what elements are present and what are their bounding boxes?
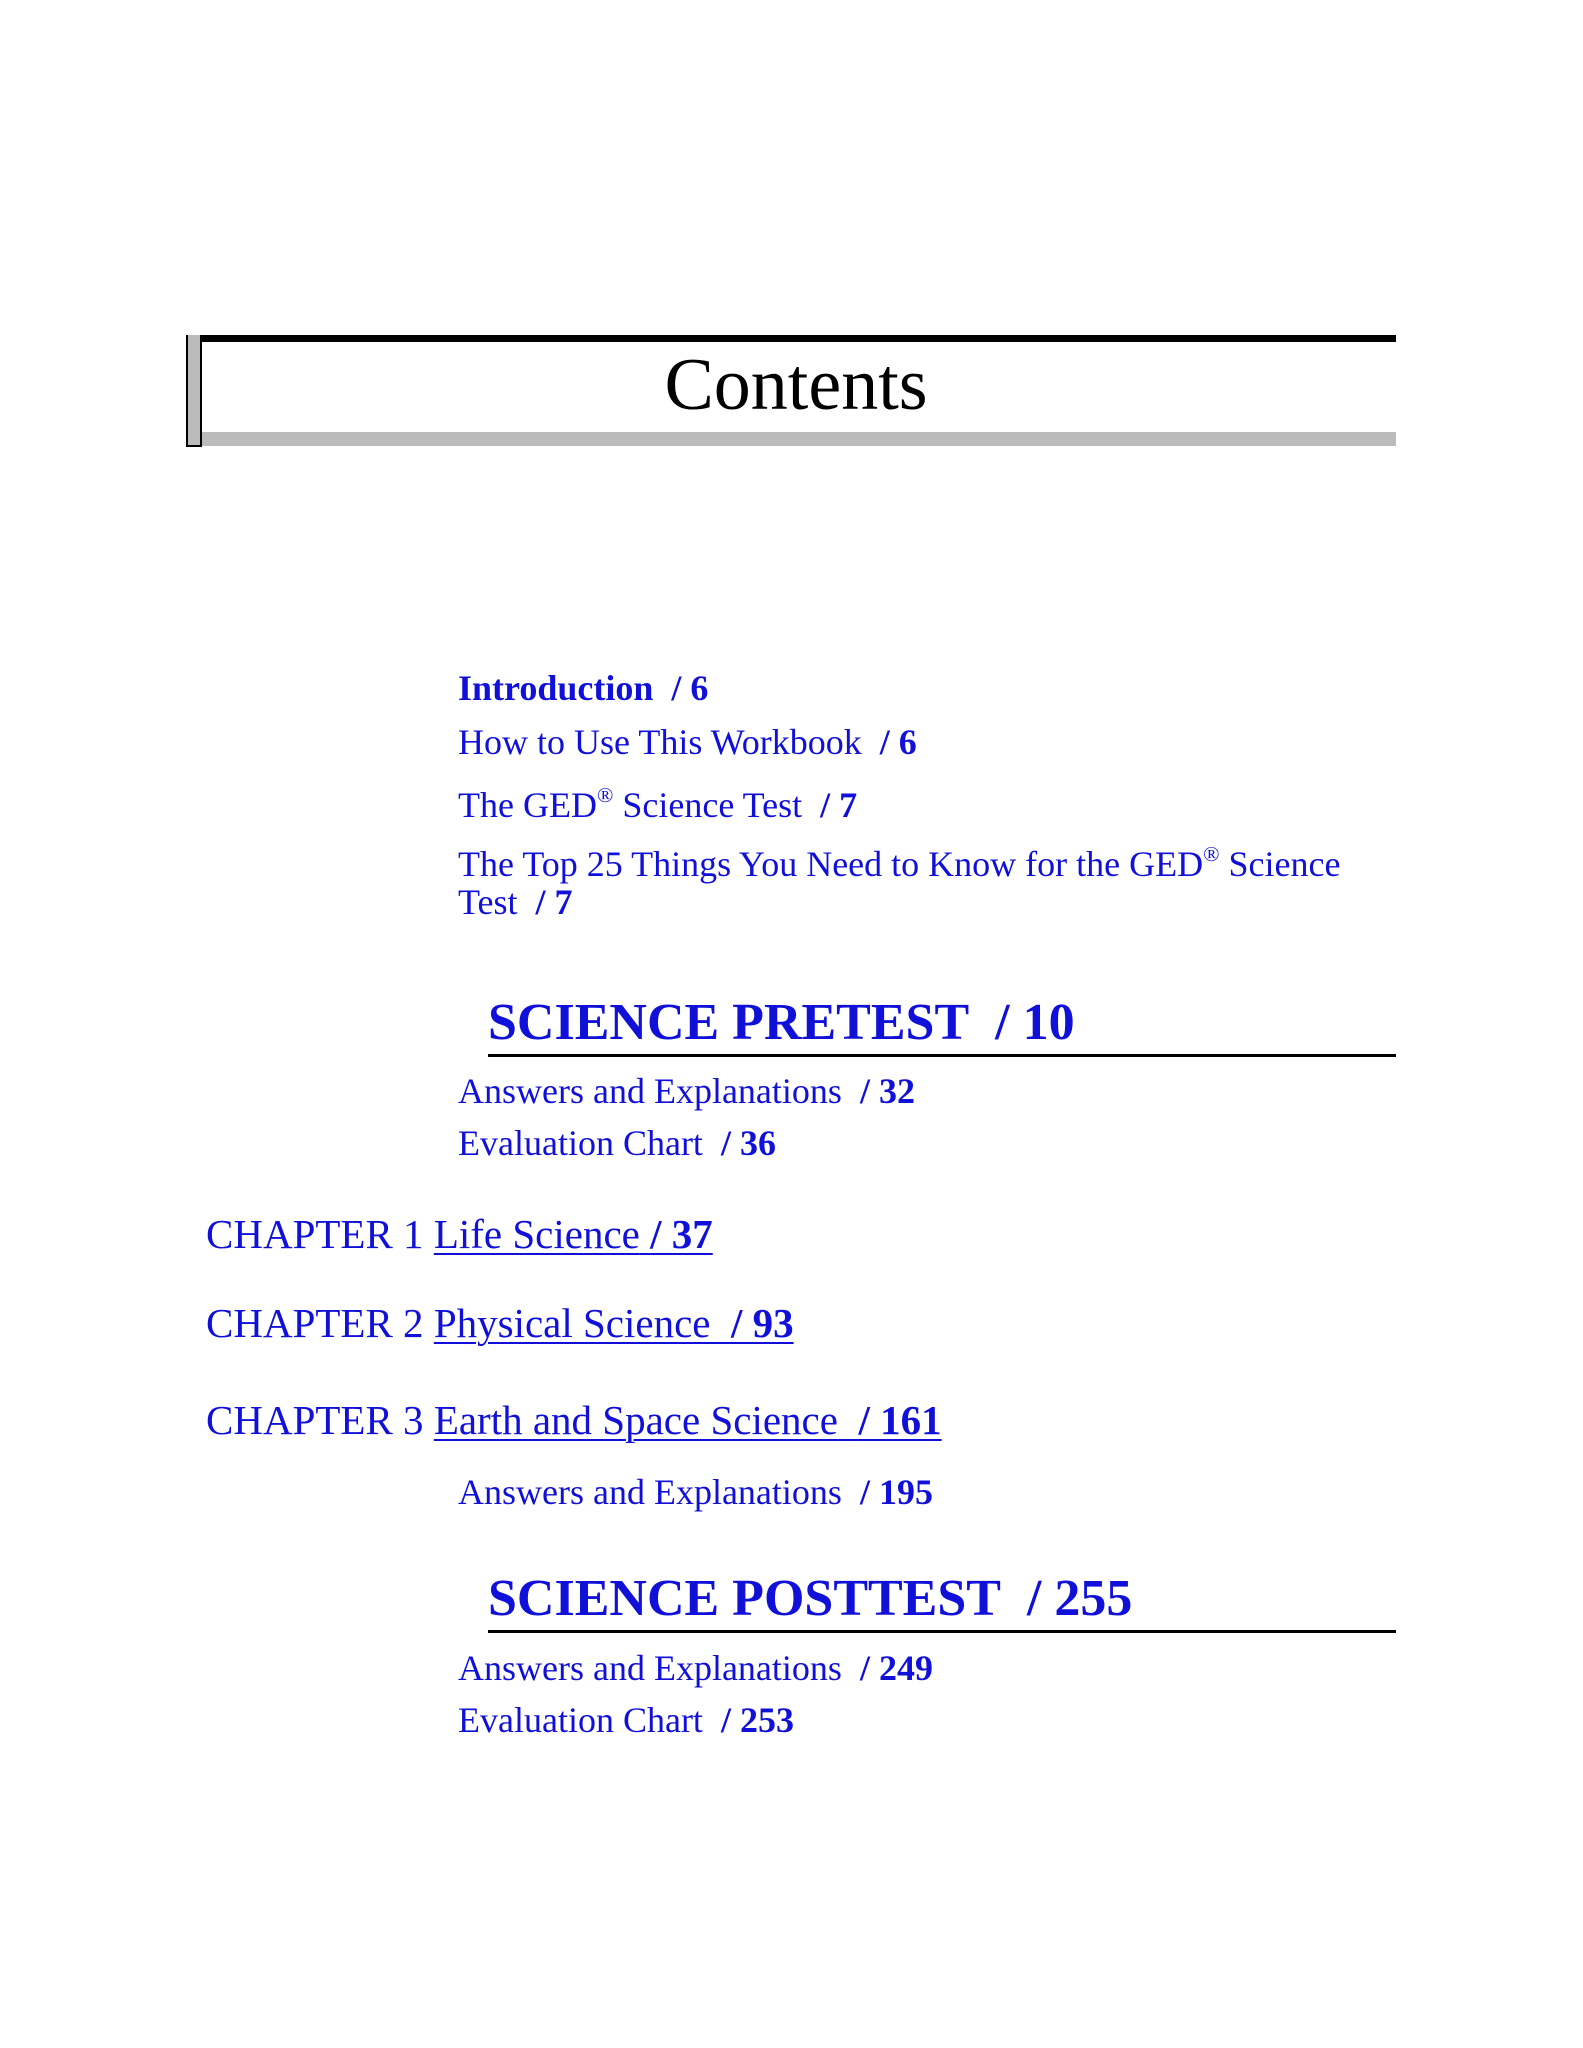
toc-chapter-2[interactable]	[206, 1300, 794, 1346]
toc-page: / 32	[859, 1071, 915, 1111]
toc-label: Evaluation Chart	[458, 1700, 703, 1740]
registered-mark: ®	[596, 782, 614, 807]
toc-label: Evaluation Chart	[458, 1123, 703, 1163]
toc-page: / 10	[995, 994, 1075, 1051]
toc-posttest-answers[interactable]	[458, 1650, 933, 1686]
toc-page: / 253	[720, 1700, 794, 1740]
header-top-rule	[186, 335, 1396, 342]
toc-page: / 161	[858, 1397, 942, 1443]
toc-chapter3-answers[interactable]	[458, 1474, 933, 1510]
toc-label: How to Use This Workbook	[458, 722, 862, 762]
chapter-title: Life Science	[433, 1211, 640, 1257]
toc-label: The Top 25 Things You Need to Know for the GED	[458, 844, 1204, 884]
toc-introduction[interactable]	[458, 670, 708, 706]
toc-pretest-evaluation[interactable]	[458, 1125, 776, 1161]
chapter-title: Physical Science	[433, 1300, 711, 1346]
toc-label: Answers and Explanations	[458, 1071, 842, 1111]
chapter-number: CHAPTER 2	[206, 1300, 424, 1346]
toc-ged-science-test[interactable]	[458, 782, 858, 825]
toc-label: The GED	[458, 785, 597, 825]
toc-page: / 93	[730, 1300, 794, 1346]
toc-pretest-answers[interactable]	[458, 1073, 915, 1109]
toc-page: / 195	[859, 1472, 933, 1512]
toc-page: / 7	[535, 882, 573, 922]
toc-label-rest: Science	[1219, 844, 1341, 884]
chapter-number: CHAPTER 3	[206, 1397, 424, 1443]
chapter-number: CHAPTER 1	[206, 1211, 424, 1257]
pretest-rule	[488, 1054, 1396, 1057]
toc-page: / 37	[650, 1211, 713, 1257]
toc-label-rest: Science Test	[613, 785, 803, 825]
toc-page: / 6	[671, 668, 709, 708]
toc-chapter-1[interactable]	[206, 1211, 713, 1257]
toc-page: / 255	[1026, 1570, 1133, 1627]
toc-page: / 36	[720, 1123, 776, 1163]
toc-page: / 249	[859, 1648, 933, 1688]
toc-label-line2: Test	[458, 882, 518, 922]
toc-label: SCIENCE PRETEST	[488, 994, 970, 1051]
toc-label: Answers and Explanations	[458, 1472, 842, 1512]
toc-label: SCIENCE POSTTEST	[488, 1570, 1001, 1627]
toc-posttest-evaluation[interactable]	[458, 1702, 794, 1738]
chapter-title: Earth and Space Science	[433, 1397, 838, 1443]
toc-top-25-things[interactable]	[458, 841, 1341, 922]
toc-chapter-3[interactable]	[206, 1397, 942, 1443]
toc-page: / 7	[820, 785, 858, 825]
posttest-rule	[488, 1630, 1396, 1633]
header-bottom-bar	[196, 432, 1396, 446]
registered-mark: ®	[1203, 841, 1220, 866]
toc-label: Introduction	[458, 668, 654, 708]
toc-science-posttest[interactable]	[488, 1570, 1133, 1627]
toc-how-to-use[interactable]	[458, 724, 917, 760]
toc-science-pretest[interactable]	[488, 994, 1075, 1051]
toc-label: Answers and Explanations	[458, 1648, 842, 1688]
toc-page: / 6	[879, 722, 917, 762]
page-title: Contents	[664, 344, 928, 426]
